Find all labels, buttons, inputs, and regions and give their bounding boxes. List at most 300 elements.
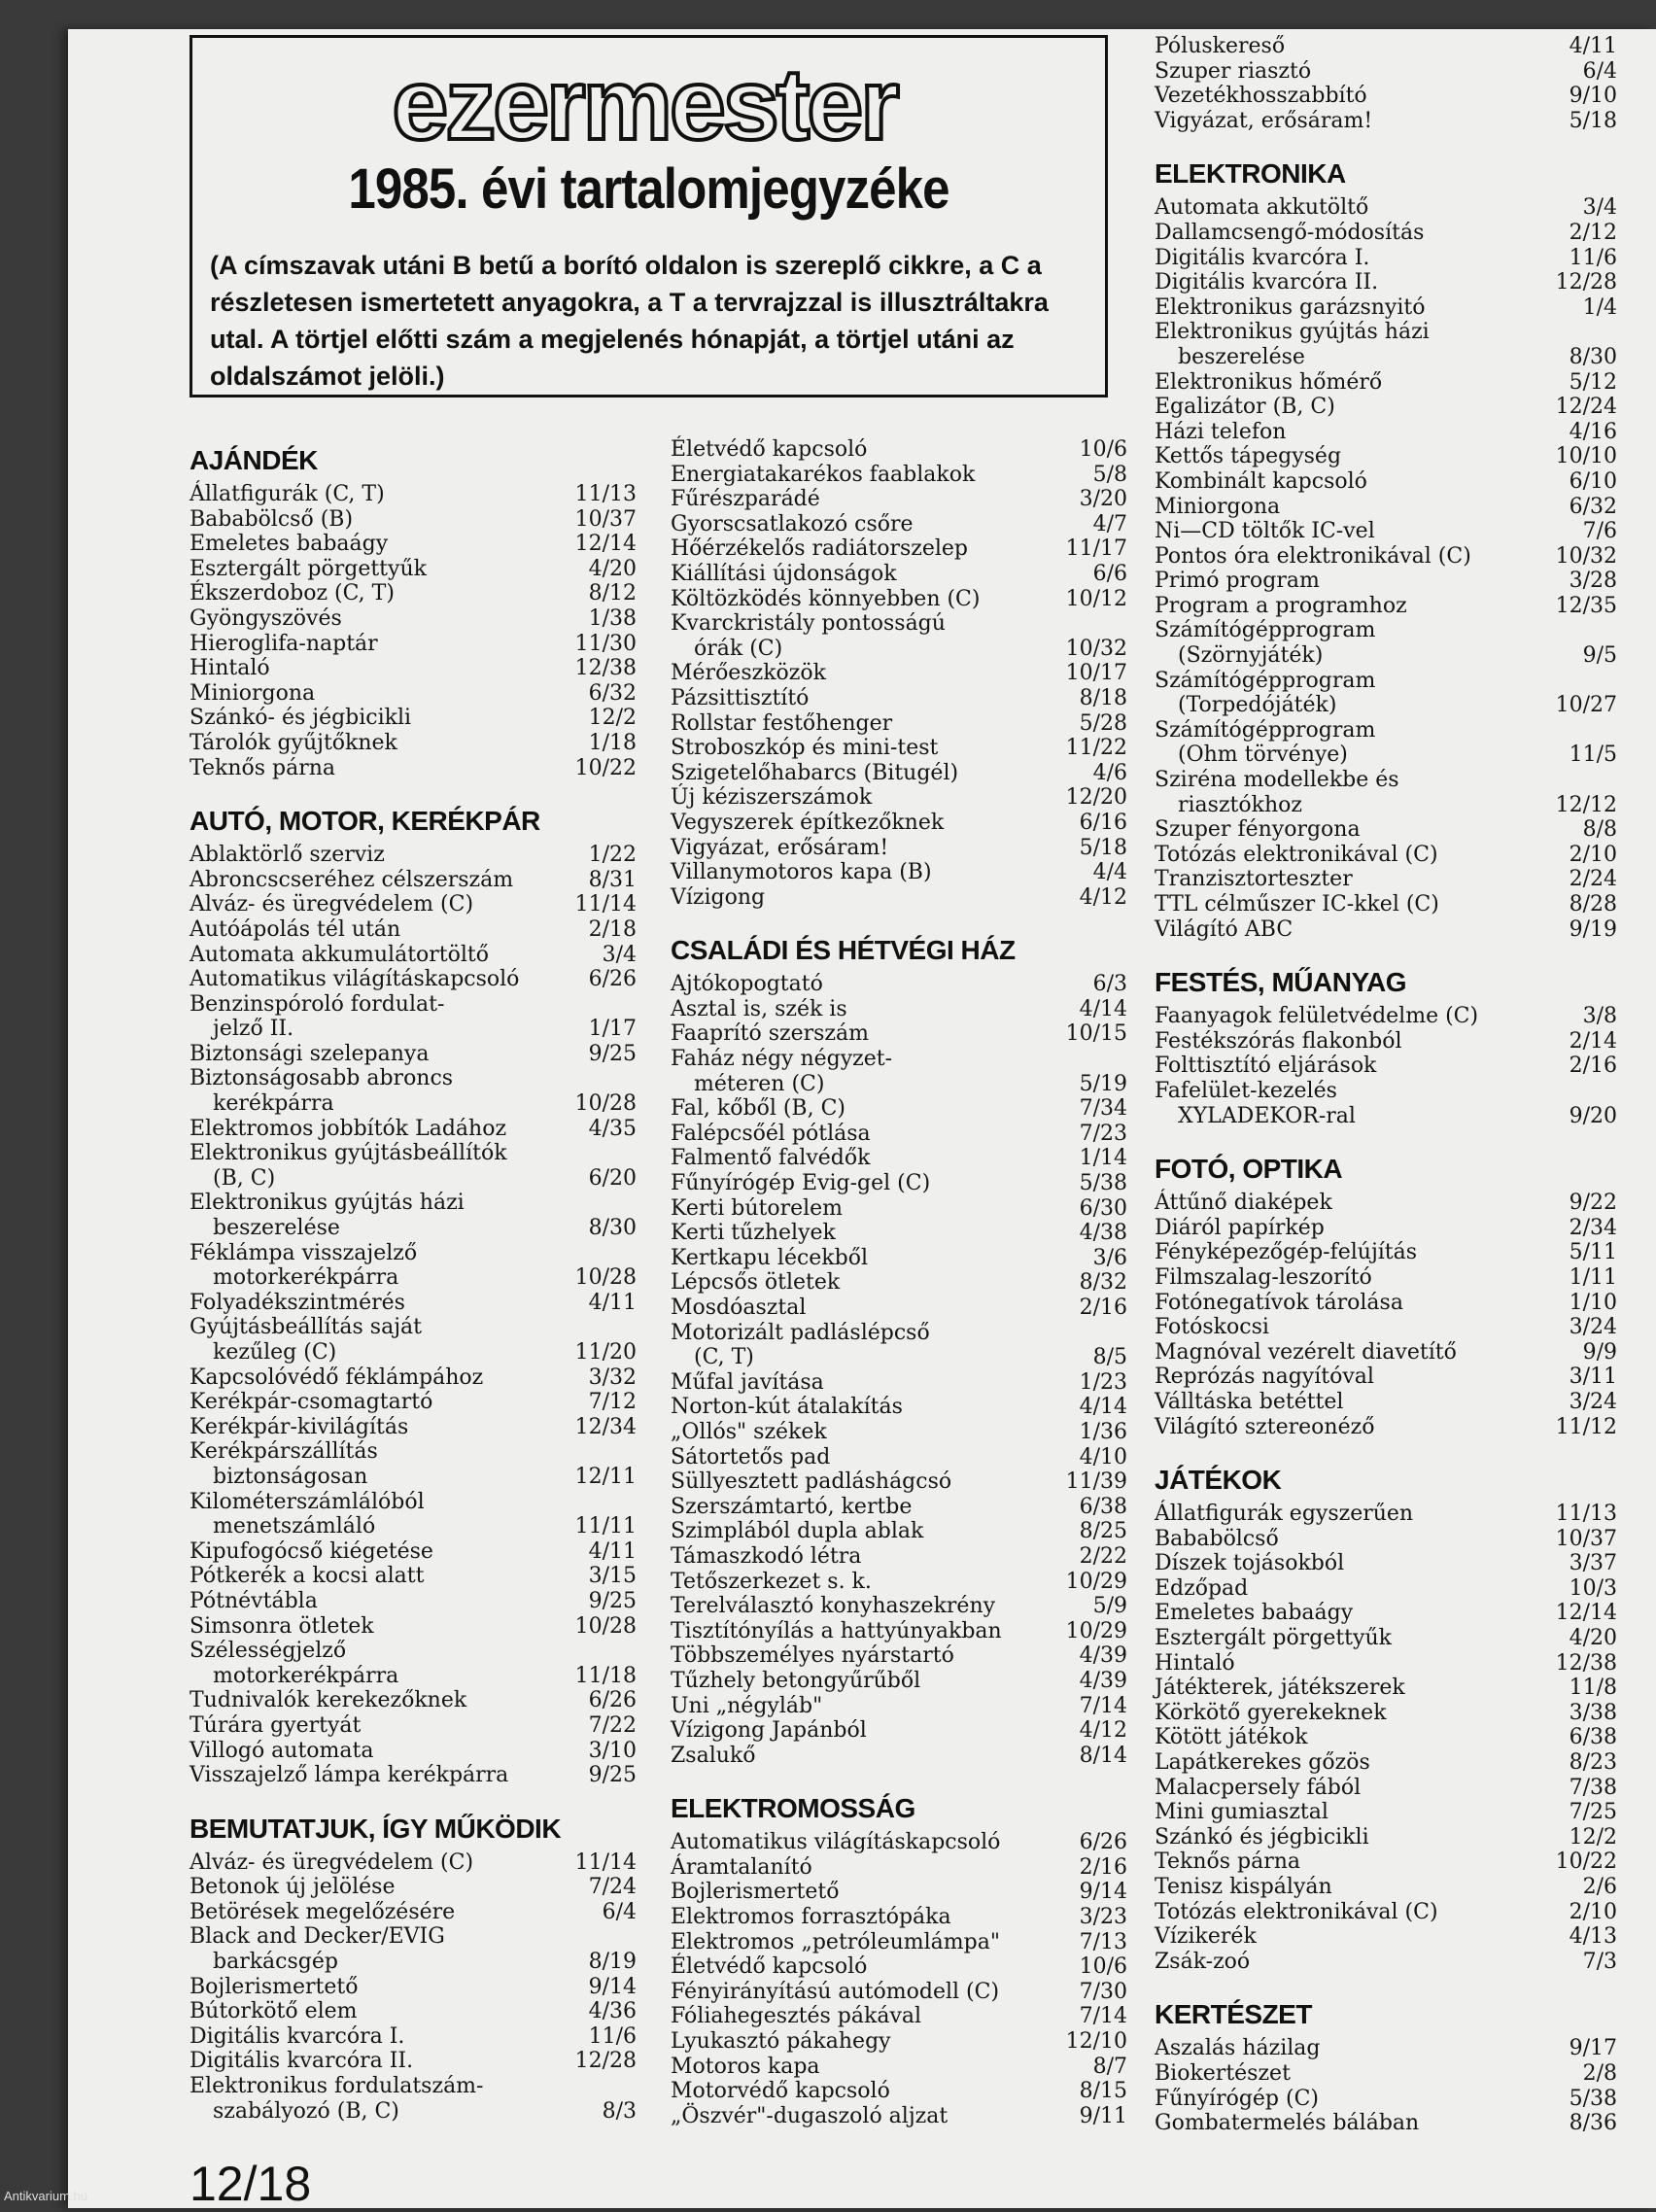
entry-page-ref: 7/30: [1079, 1979, 1127, 2004]
entry-title-text: Műfal javítása: [671, 1369, 824, 1395]
entry-page-ref: 11/17: [1065, 536, 1127, 562]
index-entry: [671, 1855, 1127, 1881]
index-entry: [671, 1570, 1127, 1595]
index-entry: [1155, 1365, 1617, 1390]
entry-title: [190, 1999, 565, 2024]
entry-title-continuation: (B, C): [213, 1165, 276, 1191]
entry-page-ref: 10/3: [1569, 1575, 1617, 1601]
index-entry: [671, 1096, 1127, 1122]
entry-page-ref: 12/28: [1555, 270, 1617, 295]
index-entry: [190, 1365, 637, 1391]
index-entry: [190, 656, 637, 681]
entry-page-ref: 11/6: [588, 2023, 637, 2049]
entry-title-text: Szélességjelző: [190, 1639, 347, 1664]
index-entry: [1155, 1004, 1617, 1029]
entry-title-continuation: (C, T): [694, 1345, 754, 1370]
index-entry: [671, 487, 1127, 512]
entry-title-text: Totózás elektronikával (C): [1155, 1899, 1438, 1924]
entry-page-ref: 7/6: [1582, 519, 1617, 544]
entry-title-text: Pontos óra elektronikával (C): [1155, 543, 1471, 569]
entry-title: [1155, 1079, 1545, 1128]
entry-title: [1155, 1004, 1545, 1029]
entry-title-text: Bojlerismertető: [190, 1974, 359, 1999]
entry-title: [1155, 495, 1545, 520]
entry-page-ref: 9/14: [588, 1974, 637, 1999]
index-entry: [671, 1246, 1127, 1271]
index-entry: [671, 711, 1127, 737]
entry-page-ref: 4/35: [588, 1116, 637, 1141]
entry-title-text: Biokertészet: [1155, 2060, 1291, 2086]
index-entry: [190, 1291, 637, 1316]
entry-title: [671, 1880, 1055, 1905]
section-heading: ELEKTROMOSSÁG: [671, 1793, 915, 1824]
index-entry: [190, 2074, 637, 2124]
index-entry: [1155, 1601, 1617, 1626]
entry-title-text: Lyukasztó pákahegy: [671, 2029, 891, 2055]
entry-page-ref: 4/10: [1079, 1444, 1127, 1469]
entry-title-continuation: riasztókhoz: [1178, 792, 1302, 817]
entry-title: [671, 1619, 1055, 1644]
entry-title-text: Esztergált pörgettyűk: [190, 556, 427, 581]
ezermester-logo: [309, 50, 980, 156]
entry-page-ref: 12/28: [574, 2049, 637, 2074]
entry-title-text: Díszek tojásokból: [1155, 1551, 1345, 1576]
entry-title: [1155, 2061, 1545, 2087]
entry-title-text: Hőérzékelős radiátorszelep: [671, 536, 969, 562]
entry-title: [1155, 246, 1545, 271]
page-number: 12/18: [190, 2157, 312, 2211]
index-entry: [671, 2079, 1127, 2104]
index-entry: [1155, 1502, 1617, 1527]
index-entry: [671, 2055, 1127, 2080]
entry-page-ref: 6/38: [1569, 1725, 1617, 1750]
entry-title-text: Szigetelőhabarcs (Bitugél): [671, 760, 959, 785]
entry-page-ref: 2/22: [1079, 1543, 1127, 1569]
entry-title-text: Hintaló: [190, 656, 270, 681]
entry-title-continuation: (Torpedójáték): [1178, 693, 1337, 718]
index-entry: [1155, 1240, 1617, 1265]
index-entry: [190, 482, 637, 507]
index-entry: [671, 437, 1127, 463]
index-section: [1155, 34, 1617, 133]
entry-title-text: Áramtalanító: [671, 1854, 812, 1880]
entry-page-ref: 12/10: [1065, 2029, 1127, 2055]
entry-title-text: Vegyszerek építkezőknek: [671, 810, 945, 835]
entry-page-ref: 8/28: [1569, 892, 1617, 916]
entry-page-ref: 10/12: [1065, 586, 1127, 611]
entry-page-ref: 10/6: [1079, 1954, 1127, 1980]
entry-title-text: Visszajelző lámpa kerékpárra: [190, 1763, 509, 1788]
entry-title-text: Kiállítási újdonságok: [671, 561, 897, 586]
entry-title-text: Fűrészparádé: [671, 487, 820, 512]
entry-title: [671, 2004, 1055, 2029]
entry-page-ref: 4/7: [1092, 511, 1127, 536]
index-entry: [190, 1900, 637, 1925]
entry-title-continuation: XYLADEKOR-ral: [1178, 1103, 1356, 1128]
entry-page-ref: 3/6: [1092, 1245, 1127, 1270]
entry-title: [190, 731, 565, 756]
entry-page-ref: 9/17: [1569, 2036, 1617, 2061]
index-section: [671, 437, 1127, 910]
index-entry: [671, 1519, 1127, 1544]
entry-title-text: Betörések megelőzésére: [190, 1899, 456, 1924]
index-entry: [190, 1415, 637, 1440]
entry-page-ref: 2/16: [1569, 1054, 1617, 1079]
entry-title: [1155, 569, 1545, 594]
index-entry: [671, 587, 1127, 612]
entry-title-text: „Ollós" székek: [671, 1419, 827, 1444]
entry-title-continuation: beszerelése: [1178, 344, 1305, 369]
entry-page-ref: 8/30: [588, 1216, 637, 1241]
index-entry: [671, 761, 1127, 786]
entry-title-text: Mini gumiasztal: [1155, 1800, 1328, 1825]
entry-title-text: Válltáska betéttel: [1155, 1389, 1344, 1414]
index-entry: [671, 1047, 1127, 1096]
index-section: [1155, 965, 1617, 1128]
entry-title-text: Mosdóasztal: [671, 1296, 807, 1320]
entry-title-text: Fafelület-kezelés: [1155, 1078, 1337, 1103]
entry-title-text: Vízigong: [671, 884, 766, 910]
index-entry: [671, 1122, 1127, 1147]
entry-title: [190, 656, 565, 681]
index-entry: [190, 1639, 637, 1688]
entry-title-text: Benzinspóroló fordulat-: [190, 991, 445, 1017]
index-entry: [190, 1975, 637, 2000]
entry-title-continuation: szabályozó (B, C): [213, 2098, 399, 2124]
entry-title: [1155, 1875, 1545, 1900]
page-title: 1985. évi tartalomjegyzéke: [348, 157, 949, 221]
index-entry: [671, 1270, 1127, 1296]
index-entry: [1155, 84, 1617, 109]
index-entry: [1155, 469, 1617, 495]
index-section: [190, 443, 637, 780]
entry-title-text: Vízigong Japánból: [671, 1718, 867, 1744]
entry-title-text: Elektromos „petróleumlámpa": [671, 1929, 1000, 1954]
entry-title-text: Vigyázat, erősáram!: [1155, 108, 1373, 133]
entry-title: [671, 1196, 1055, 1222]
entry-page-ref: 8/36: [1569, 2111, 1617, 2136]
index-entry: [1155, 569, 1617, 594]
entry-page-ref: 1/18: [588, 730, 637, 755]
entry-page-ref: 1/10: [1569, 1290, 1617, 1315]
entry-title: [190, 1365, 565, 1391]
entry-title-text: Bababölcső: [1155, 1526, 1279, 1551]
section-heading: ELEKTRONIKA: [1155, 158, 1346, 190]
index-section: [1155, 1997, 1617, 2135]
entry-title-text: Fóliahegesztés pákával: [671, 2004, 922, 2029]
entry-title: [1155, 1054, 1545, 1079]
entry-page-ref: 2/10: [1569, 842, 1617, 867]
entry-title: [190, 1639, 565, 1688]
entry-page-ref: 11/39: [1065, 1469, 1127, 1495]
entry-title-text: Vezetékhosszabbító: [1155, 84, 1367, 109]
entry-page-ref: 4/14: [1079, 996, 1127, 1021]
entry-title-text: Szuper riasztó: [1155, 58, 1312, 84]
entry-title: [190, 1614, 565, 1640]
entry-title: [190, 917, 565, 943]
entry-page-ref: 9/20: [1569, 1103, 1617, 1128]
index-entry: [671, 1296, 1127, 1321]
entry-title: [671, 1980, 1055, 2005]
entry-title-text: Fűnyírógép Evig-gel (C): [671, 1171, 931, 1196]
index-entry: [190, 1875, 637, 1900]
entry-title: [190, 1415, 565, 1440]
entry-page-ref: 9/22: [1569, 1191, 1617, 1216]
entry-title-text: Folttisztító eljárások: [1155, 1054, 1377, 1079]
entry-page-ref: 6/6: [1092, 561, 1127, 586]
entry-title-text: Villogó automata: [190, 1738, 374, 1763]
entry-title-text: Kerékpár-csomagtartó: [190, 1390, 433, 1415]
entry-title: [671, 661, 1055, 686]
entry-title: [190, 2049, 565, 2074]
entry-page-ref: 3/20: [1079, 487, 1127, 512]
entry-page-ref: 11/22: [1065, 736, 1127, 761]
entry-title-text: Új kéziszerszámok: [671, 785, 873, 811]
entry-title: [671, 1855, 1055, 1881]
index-entry: [671, 1594, 1127, 1619]
entry-title: [190, 1900, 565, 1925]
entry-title: [190, 557, 565, 582]
index-section: [671, 1791, 1127, 2128]
index-entry: [1155, 669, 1617, 718]
section-heading: FOTÓ, OPTIKA: [1155, 1154, 1343, 1185]
index-entry: [671, 736, 1127, 761]
index-entry: [190, 1315, 637, 1365]
entry-page-ref: 12/14: [574, 532, 637, 557]
index-section: [1155, 1463, 1617, 1974]
entry-title: [1155, 1725, 1545, 1750]
entry-page-ref: 8/32: [1079, 1270, 1127, 1296]
index-entry: [671, 1370, 1127, 1396]
entry-title-text: Tetőszerkezet s. k.: [671, 1569, 872, 1594]
index-entry: [671, 1196, 1127, 1222]
entry-title-text: Számítógépprogram: [1155, 717, 1376, 743]
index-entry: [190, 992, 637, 1042]
entry-title-continuation: kerékpárra: [213, 1091, 334, 1117]
index-entry: [1155, 1800, 1617, 1825]
index-entry: [671, 1171, 1127, 1196]
index-entry: [190, 507, 637, 533]
index-entry: [1155, 2087, 1617, 2112]
index-entry: [1155, 1054, 1617, 1079]
entry-page-ref: 11/14: [574, 892, 637, 917]
entry-title-text: Körkötő gyerekeknek: [1155, 1700, 1387, 1725]
logo-wordmark: ezermester: [392, 50, 897, 156]
entry-title-text: Áttűnő diaképek: [1155, 1191, 1332, 1216]
entry-title-text: Póluskereső: [1155, 34, 1286, 58]
entry-title: [1155, 1900, 1545, 1925]
entry-title-text: Elektronikus gyújtásbeállítók: [190, 1141, 507, 1166]
index-entry: [1155, 917, 1617, 943]
entry-title-text: Pázsittisztító: [671, 685, 810, 710]
entry-title: [671, 1718, 1055, 1744]
entry-title-text: Többszemélyes nyárstartó: [671, 1643, 954, 1669]
entry-page-ref: 8/31: [588, 867, 637, 892]
entry-title-text: Filmszalag-leszorító: [1155, 1264, 1372, 1290]
entry-title-text: Uni „négyláb": [671, 1693, 823, 1718]
entry-title-text: Elektromos jobbítók Ladához: [190, 1116, 507, 1141]
entry-title: [671, 1694, 1055, 1719]
index-entry: [671, 1321, 1127, 1370]
entry-title: [190, 706, 565, 731]
entry-title-text: Ajtókopogtató: [671, 972, 823, 997]
index-entry: [1155, 618, 1617, 668]
entry-page-ref: 10/6: [1079, 437, 1127, 462]
entry-title-text: Tranzisztorteszter: [1155, 867, 1353, 892]
entry-title: [190, 1539, 565, 1565]
entry-page-ref: 11/30: [574, 631, 637, 656]
entry-page-ref: 7/34: [1079, 1096, 1127, 1122]
index-entry: [190, 1141, 637, 1191]
entry-title: [671, 1954, 1055, 1980]
entry-title-text: Kettős tápegység: [1155, 444, 1342, 469]
entry-title: [671, 785, 1055, 811]
index-entry: [190, 1924, 637, 1974]
entry-title-text: Digitális kvarcóra II.: [1155, 270, 1379, 295]
entry-title: [671, 587, 1055, 612]
index-entry: [1155, 34, 1617, 59]
index-section: [1155, 1152, 1617, 1439]
entry-title: [671, 836, 1055, 861]
entry-title-continuation: biztonságosan: [213, 1464, 368, 1489]
index-entry: [1155, 1390, 1617, 1415]
section-heading: AJÁNDÉK: [190, 445, 318, 475]
entry-title-text: Asztal is, szék is: [671, 996, 847, 1021]
entry-page-ref: 6/30: [1079, 1195, 1127, 1221]
entry-page-ref: 2/6: [1582, 1875, 1617, 1899]
entry-page-ref: 6/4: [1582, 58, 1617, 84]
entry-page-ref: 4/11: [588, 1290, 637, 1315]
entry-title-text: Folyadékszintmérés: [190, 1290, 405, 1315]
entry-title-text: Energiatakarékos faablakok: [671, 462, 976, 487]
index-entry: [190, 557, 637, 582]
entry-title-text: Kilométerszámlálóból: [190, 1489, 425, 1514]
entry-title-text: „Öszvér"-dugaszoló aljzat: [671, 2103, 949, 2128]
entry-title: [671, 2055, 1055, 2080]
entry-page-ref: 4/12: [1079, 1718, 1127, 1744]
index-entry: [1155, 1079, 1617, 1128]
index-entry: [190, 606, 637, 632]
index-entry: [1155, 1029, 1617, 1054]
entry-title-text: Miniorgona: [190, 680, 316, 706]
entry-page-ref: 7/13: [1079, 1929, 1127, 1954]
entry-title: [1155, 843, 1545, 868]
entry-title-text: Számítógépprogram: [1155, 618, 1376, 643]
entry-title-text: Biztonsági szelepanya: [190, 1041, 430, 1066]
entry-title-text: Dallamcsengő-módosítás: [1155, 220, 1425, 245]
entry-title: [671, 1246, 1055, 1271]
entry-page-ref: 3/11: [1569, 1365, 1617, 1390]
index-entry: [1155, 2061, 1617, 2087]
entry-title: [1155, 1701, 1545, 1726]
index-entry: [1155, 544, 1617, 570]
index-entry: [190, 2024, 637, 2050]
entry-page-ref: 7/12: [588, 1390, 637, 1415]
entry-page-ref: 10/22: [574, 755, 637, 780]
entry-title: [190, 1875, 565, 1900]
entry-title: [1155, 370, 1545, 396]
entry-page-ref: 5/28: [1079, 710, 1127, 736]
entry-page-ref: 3/4: [1582, 195, 1617, 221]
index-entry: [671, 997, 1127, 1022]
entry-title-text: Fűnyírógép (C): [1155, 2086, 1320, 2111]
entry-title-continuation: motorkerékpárra: [213, 1265, 399, 1291]
entry-page-ref: 11/13: [574, 482, 637, 506]
entry-page-ref: 4/4: [1092, 860, 1127, 885]
entry-title-text: Házi telefon: [1155, 419, 1287, 444]
entry-title-text: Elektronikus gyújtás házi: [1155, 320, 1430, 345]
index-entry: [190, 967, 637, 992]
entry-title-text: Tűzhely betongyűrűből: [671, 1668, 921, 1693]
index-entry: [671, 1669, 1127, 1694]
entry-title-text: Hieroglifa-naptár: [190, 631, 378, 656]
entry-title-text: Világító ABC: [1155, 916, 1294, 942]
entry-title: [671, 437, 1055, 463]
index-entry: [671, 1930, 1127, 1955]
entry-page-ref: 9/11: [1079, 2103, 1127, 2128]
entry-page-ref: 11/14: [574, 1849, 637, 1875]
index-entry: [671, 1221, 1127, 1246]
index-entry: [190, 1490, 637, 1539]
watermark: Antikvarium.hu: [4, 2189, 87, 2203]
index-entry: [190, 632, 637, 657]
entry-page-ref: 12/35: [1555, 593, 1617, 618]
entry-page-ref: 2/16: [1079, 1854, 1127, 1880]
entry-title: [1155, 59, 1545, 85]
entry-title-text: Szánkó- és jégbicikli: [190, 706, 412, 731]
entry-title: [671, 1495, 1055, 1520]
index-entry: [190, 1066, 637, 1116]
entry-title: [190, 507, 565, 533]
entry-title: [671, 1321, 1055, 1370]
entry-page-ref: 2/10: [1569, 1899, 1617, 1924]
entry-page-ref: 12/34: [574, 1414, 637, 1439]
entry-title-text: Esztergált pörgettyűk: [1155, 1626, 1392, 1651]
entry-title: [671, 1445, 1055, 1470]
entry-title: [671, 711, 1055, 737]
entry-title: [190, 632, 565, 657]
entry-page-ref: 2/14: [1569, 1028, 1617, 1054]
index-entry: [1155, 519, 1617, 544]
column-2: [671, 437, 1127, 2152]
entry-page-ref: 8/30: [1569, 344, 1617, 369]
index-entry: [1155, 892, 1617, 917]
entry-title: [1155, 669, 1545, 718]
entry-title: [1155, 917, 1545, 943]
index-entry: [1155, 444, 1617, 469]
entry-title: [671, 1021, 1055, 1047]
entry-title-continuation: motorkerékpárra: [213, 1663, 399, 1688]
column-1: [190, 443, 637, 2147]
entry-title-text: Szuper fényorgona: [1155, 817, 1361, 843]
entry-title-text: Elektronikus garázsnyitó: [1155, 294, 1426, 320]
index-entry: [1155, 1900, 1617, 1925]
entry-title-text: Faanyagok felületvédelme (C): [1155, 1004, 1479, 1029]
entry-title: [671, 536, 1055, 562]
entry-title-text: Költözködés könnyebben (C): [671, 586, 981, 611]
legend-note: (A címszavak utáni B betű a borító oldalon is szereplő cikkre, a C a részletesen ismertetett anyagokra, a T a tervrajzzal is illusztráltakra utal. A törtjel előtti szám a megjelenés hónapját, a törtjel utáni az oldalszámot jelöli.): [210, 251, 1049, 391]
entry-page-ref: 12/2: [1569, 1824, 1617, 1849]
entry-title-text: Teknős párna: [190, 755, 336, 780]
index-entry: [671, 1395, 1127, 1420]
entry-title: [190, 843, 565, 868]
index-entry: [671, 1744, 1127, 1769]
entry-title-text: Digitális kvarcóra I.: [1155, 245, 1370, 270]
entry-page-ref: 11/8: [1569, 1676, 1617, 1701]
index-entry: [1155, 867, 1617, 892]
entry-page-ref: 3/37: [1569, 1551, 1617, 1576]
entry-page-ref: 11/20: [574, 1340, 637, 1365]
